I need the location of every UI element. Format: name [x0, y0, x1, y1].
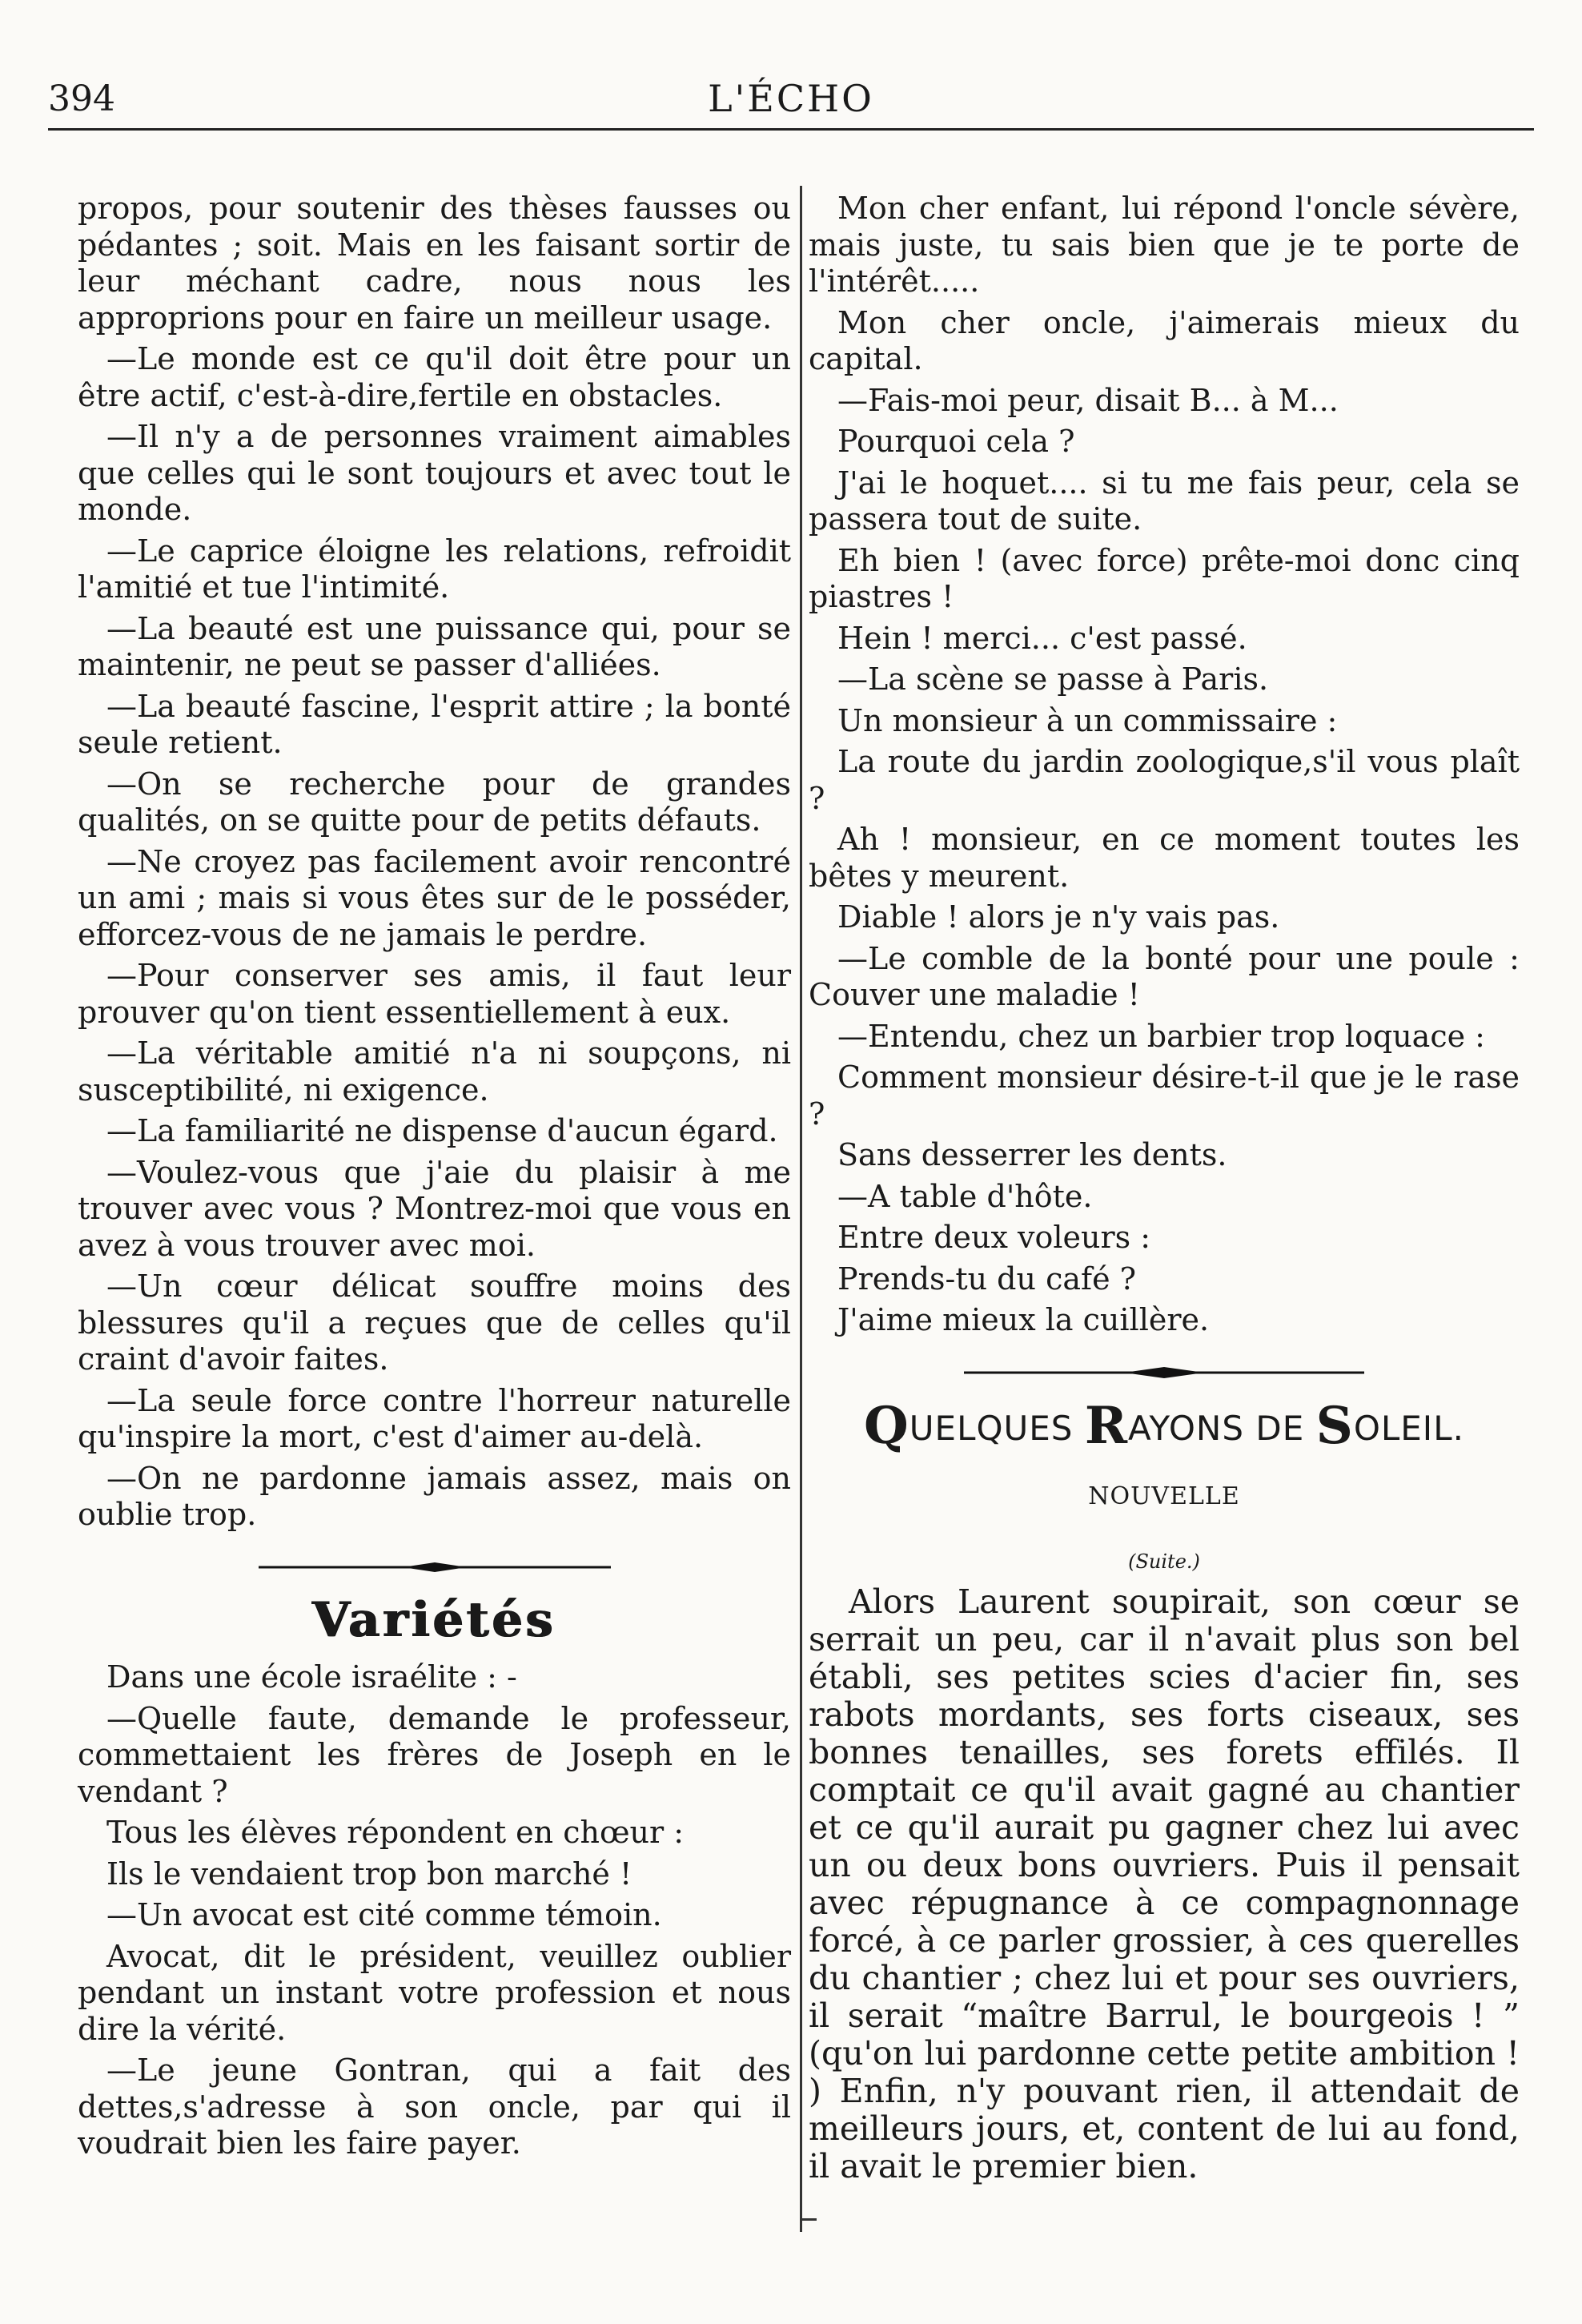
maxim-paragraph: —On ne pardonne jamais assez, mais on oublie trop. — [78, 1460, 791, 1532]
title-initial: R — [1084, 1395, 1129, 1456]
header-rule — [48, 128, 1534, 131]
maxim-paragraph: —La familiarité ne dispense d'aucun égard. — [106, 1113, 778, 1148]
anecdote-paragraph: Un monsieur à un commissaire : — [837, 702, 1338, 738]
maxim-paragraph: —Il n'y a de personnes vraiment aimables que celles qui le sont toujours et avec tout le monde. — [78, 419, 791, 527]
page-end-mark — [801, 2218, 817, 2221]
anecdote-paragraph: J'aime mieux la cuillère. — [837, 1302, 1210, 1337]
anecdote-paragraph: Pourquoi cela ? — [837, 424, 1075, 459]
maxim-paragraph: —Ne croyez pas facilement avoir rencontré un ami ; mais si vous êtes sur de le posséder, efforcez-vous de ne jamais le perdre. — [78, 843, 791, 952]
anecdote-paragraph: Diable ! alors je n'y vais pas. — [837, 899, 1280, 935]
anecdote-paragraph: La route du jardin zoologique,s'il vous plaît ? — [809, 744, 1520, 816]
anecdote-paragraph: —Fais-moi peur, disait B... à M... — [837, 382, 1339, 418]
varietes-paragraph: Dans une école israélite : - — [106, 1659, 517, 1695]
title-part: UELQUES — [909, 1408, 1074, 1448]
maxim-paragraph: —La beauté fascine, l'esprit attire ; la bonté seule retient. — [78, 688, 791, 760]
story-subtitle: NOUVELLE — [1088, 1482, 1240, 1510]
title-part: AYONS DE — [1128, 1408, 1305, 1448]
title-part: OLEIL. — [1353, 1408, 1464, 1448]
anecdote-paragraph: Comment monsieur désire-t-il que je le rase ? — [809, 1059, 1520, 1132]
column-divider — [800, 186, 802, 2232]
anecdote-paragraph: J'ai le hoquet.... si tu me fais peur, cela se passera tout de suite. — [809, 464, 1520, 537]
anecdote-paragraph: Eh bien ! (avec force) prête-moi donc cinq piastres ! — [809, 542, 1520, 614]
varietes-paragraph: —Quelle faute, demande le professeur, commettaient les frères de Joseph en le vendant ? — [78, 1700, 791, 1809]
anecdote-paragraph: —Le comble de la bonté pour une poule : Couver une maladie ! — [809, 940, 1520, 1012]
story-paragraph: Alors Laurent soupirait, son cœur se serrait un peu, car il n'avait plus son bel établi, ses petites scies d'acier fin, ses rabots mordants, ses forts ciseaux, ses bonnes tenailles, ses forets effilés. Il comptait ce qu'il avait gagné au chantier et ce qu'il aurait pu gagner chez lui avec un ou deux bons ouvriers. Puis il pensait avec répugnance à ce compagnonnage forcé, à ce parler grossier, à ces querelles du chantier ; chez lui et pour ses ouvriers, il serait “maître Barrul, le bourgeois ! ” (qu'on lui pardonne cette petite ambition ! ) Enfin, n'y pouvant rien, il attendait de meilleurs jours, et, content de lui au fond, il avait le premier bien. — [809, 1582, 1520, 2185]
anecdote-paragraph: Prends-tu du café ? — [837, 1261, 1137, 1297]
maxim-paragraph: —Voulez-vous que j'aie du plaisir à me trouver avec vous ? Montrez-moi que vous en avez à vous trouver avec moi. — [78, 1154, 791, 1263]
title-initial: Q — [864, 1395, 909, 1456]
anecdote-paragraph: Mon cher enfant, lui répond l'oncle sévère, mais juste, tu sais bien que je te porte de l'intérêt..... — [809, 191, 1520, 299]
story-continuation-note: (Suite.) — [1128, 1550, 1200, 1573]
varietes-heading: Variétés — [312, 1591, 556, 1648]
maxim-paragraph: —Un cœur délicat souffre moins des blessures qu'il a reçues que de celles qu'il craint d'avoir faites. — [78, 1269, 791, 1377]
maxim-paragraph: —La véritable amitié n'a ni soupçons, ni susceptibilité, ni exigence. — [78, 1035, 791, 1108]
page-header — [48, 72, 1534, 128]
running-title: L'ÉCHO — [708, 77, 874, 120]
maxim-paragraph: propos, pour soutenir des thèses fausses ou pédantes ; soit. Mais en les faisant sortir de leur méchant cadre, nous nous les approprions pour en faire un meilleur usage. — [78, 191, 791, 336]
anecdote-paragraph: Entre deux voleurs : — [837, 1220, 1151, 1255]
anecdote-paragraph: Mon cher oncle, j'aimerais mieux du capital. — [809, 304, 1520, 376]
story-title — [809, 1395, 1520, 1456]
anecdote-paragraph: Hein ! merci... c'est passé. — [837, 620, 1247, 656]
maxim-paragraph: —Le monde est ce qu'il doit être pour un être actif, c'est-à-dire,fertile en obstacles. — [78, 341, 791, 413]
left-column — [78, 191, 791, 2167]
maxim-paragraph: —On se recherche pour de grandes qualités, on se quitte pour de petits défauts. — [78, 766, 791, 838]
varietes-paragraph: Ils le vendaient trop bon marché ! — [106, 1856, 632, 1892]
section-divider-ornament — [964, 1366, 1364, 1379]
varietes-paragraph: Avocat, dit le président, veuillez oublier pendant un instant votre profession et nous dire la vérité. — [78, 1938, 791, 2047]
varietes-paragraph: Tous les élèves répondent en chœur : — [106, 1815, 685, 1850]
anecdote-paragraph: Sans desserrer les dents. — [837, 1137, 1227, 1172]
title-initial: S — [1315, 1395, 1354, 1456]
anecdote-paragraph: —A table d'hôte. — [837, 1178, 1093, 1214]
section-divider-ornament — [259, 1561, 611, 1574]
varietes-paragraph: —Un avocat est cité comme témoin. — [106, 1897, 662, 1932]
maxim-paragraph: —Le caprice éloigne les relations, refroidit l'amitié et tue l'intimité. — [78, 533, 791, 605]
anecdote-paragraph: —Entendu, chez un barbier trop loquace : — [837, 1018, 1485, 1054]
maxim-paragraph: —Pour conserver ses amis, il faut leur prouver qu'on tient essentiellement à eux. — [78, 958, 791, 1030]
anecdote-paragraph: Ah ! monsieur, en ce moment toutes les bêtes y meurent. — [809, 822, 1520, 894]
page-number: 394 — [48, 78, 115, 119]
anecdote-paragraph: —La scène se passe à Paris. — [837, 661, 1269, 697]
story-body — [809, 1583, 1520, 2185]
maxim-paragraph: —La seule force contre l'horreur naturelle qu'inspire la mort, c'est d'aimer au-delà. — [78, 1382, 791, 1454]
maxim-paragraph: —La beauté est une puissance qui, pour se maintenir, ne peut se passer d'alliées. — [78, 610, 791, 682]
varietes-paragraph: —Le jeune Gontran, qui a fait des dettes,s'adresse à son oncle, par qui il voudrait bien les faire payer. — [78, 2053, 791, 2161]
right-column — [809, 191, 1520, 2190]
